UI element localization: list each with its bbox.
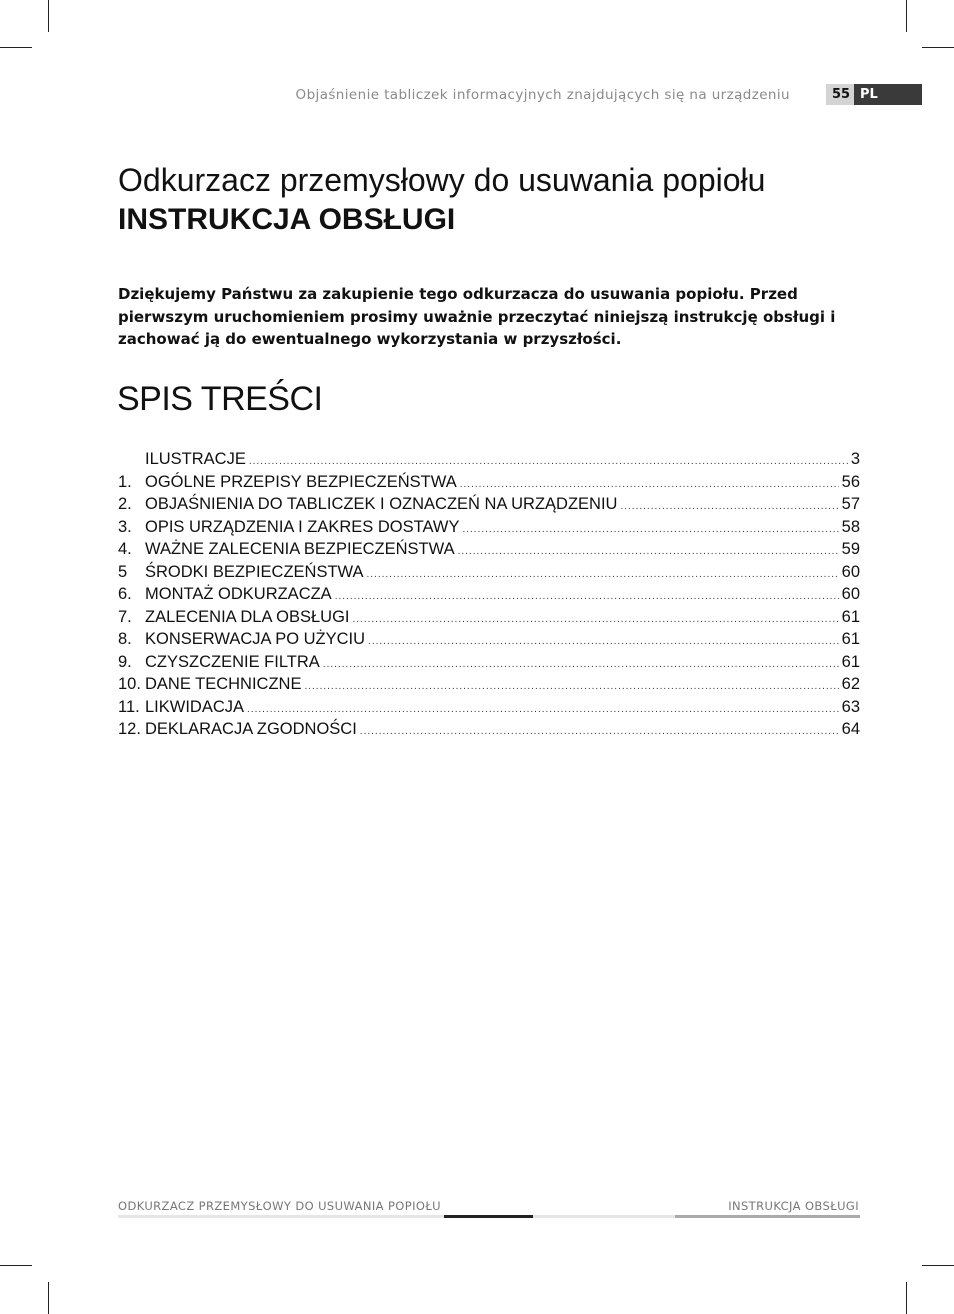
footer-product-name: ODKURZACZ PRZEMYSŁOWY DO USUWANIA POPIOŁU [118, 1199, 442, 1213]
toc-entry-page: 60 [841, 562, 860, 581]
toc-entry-number: 4. [118, 540, 132, 558]
table-of-contents [118, 450, 860, 743]
toc-entry [118, 585, 860, 608]
toc-entry-page: 3 [850, 450, 860, 468]
toc-entry-number: 2. [118, 495, 132, 513]
toc-leader-dots [368, 636, 839, 647]
toc-entry-number: 3. [118, 517, 132, 536]
toc-entry-title: DANE TECHNICZNE [145, 675, 302, 693]
toc-leader-dots [360, 726, 839, 737]
toc-entry-title: OGÓLNE PRZEPISY BEZPIECZEŃSTWA [145, 472, 457, 491]
footer-bar-dark [444, 1215, 533, 1218]
toc-entry-page: 56 [841, 472, 860, 491]
toc-entry [118, 720, 860, 743]
toc-leader-dots [247, 704, 839, 715]
crop-mark [922, 1265, 954, 1266]
crop-mark [906, 1282, 907, 1314]
crop-mark [48, 0, 49, 32]
toc-entry-number: 9. [118, 652, 132, 671]
toc-entry-page: 59 [841, 540, 860, 558]
toc-entry-page: 57 [841, 495, 860, 513]
toc-heading: SPIS TREŚCI [117, 380, 323, 418]
toc-entry [118, 653, 860, 676]
toc-entry-page: 63 [841, 697, 860, 716]
toc-leader-dots [462, 524, 838, 535]
toc-entry-page: 58 [841, 517, 860, 536]
toc-leader-dots [460, 479, 839, 490]
toc-entry [118, 495, 860, 518]
toc-entry-title: ŚRODKI BEZPIECZEŃSTWA [145, 562, 364, 581]
toc-entry-title: OPIS URZĄDZENIA I ZAKRES DOSTAWY [145, 517, 460, 536]
toc-entry-page: 61 [841, 652, 860, 671]
toc-entry-number: 10. [118, 675, 141, 693]
toc-entry [118, 450, 860, 473]
toc-entry-title: CZYSZCZENIE FILTRA [145, 652, 320, 671]
language-label: PL [854, 84, 922, 105]
toc-entry-title: ILUSTRACJE [145, 450, 246, 468]
toc-entry [118, 698, 860, 721]
footer-bar-light [533, 1215, 675, 1218]
toc-entry-title: KONSERWACJA PO UŻYCIU [145, 630, 366, 648]
toc-entry-number: 6. [118, 585, 132, 603]
crop-mark [48, 1282, 49, 1314]
page-badge [826, 84, 922, 105]
document-subtitle: INSTRUKCJA OBSŁUGI [118, 203, 456, 236]
toc-entry [118, 608, 860, 631]
toc-entry-page: 64 [841, 720, 860, 738]
toc-entry-page: 60 [841, 585, 860, 603]
document-title: Odkurzacz przemysłowy do usuwania popiołu [118, 162, 766, 198]
page-number: 55 [826, 84, 854, 105]
toc-entry-number: 1. [118, 472, 132, 491]
toc-entry [118, 675, 860, 698]
toc-leader-dots [249, 456, 848, 467]
toc-entry [118, 473, 860, 496]
crop-mark [906, 0, 907, 32]
toc-entry-title: WAŻNE ZALECENIA BEZPIECZEŃSTWA [145, 540, 455, 558]
toc-entry-title: MONTAŻ ODKURZACZA [145, 585, 332, 603]
crop-mark [922, 47, 954, 48]
toc-entry-number: 11. [118, 697, 140, 716]
toc-entry-page: 61 [841, 607, 860, 626]
toc-entry-title: ZALECENIA DLA OBSŁUGI [145, 607, 350, 626]
toc-entry-number: 5 [118, 562, 128, 581]
toc-leader-dots [353, 614, 839, 625]
toc-entry-page: 62 [841, 675, 860, 693]
toc-entry-title: LIKWIDACJA [145, 697, 245, 716]
toc-entry-page: 61 [841, 630, 860, 648]
toc-entry [118, 630, 860, 653]
intro-paragraph: Dziękujemy Państwu za zakupienie tego odkurzacza do usuwania popiołu. Przed pierwszym uruchomieniem prosimy uważnie przeczytać niniejszą instrukcję obsługi i zachować ją do ewentualnego wykorzystania w przyszłości. [118, 285, 836, 348]
toc-leader-dots [335, 591, 839, 602]
running-header: Objaśnienie tabliczek informacyjnych znajdujących się na urządzeniu [295, 87, 790, 103]
crop-mark [0, 1265, 32, 1266]
footer-bar-right [675, 1215, 860, 1218]
toc-entry-title: OBJAŚNIENIA DO TABLICZEK I OZNACZEŃ NA URZĄDZENIU [145, 495, 618, 513]
toc-entry [118, 540, 860, 563]
toc-entry-number: 12. [118, 720, 141, 738]
toc-leader-dots [323, 659, 839, 670]
crop-mark [0, 47, 32, 48]
toc-entry [118, 563, 860, 586]
footer-document-type: INSTRUKCJA OBSŁUGI [728, 1199, 859, 1213]
toc-entry-number: 7. [118, 607, 132, 626]
toc-leader-dots [304, 681, 838, 692]
toc-leader-dots [367, 569, 839, 580]
toc-entry [118, 518, 860, 541]
toc-entry-title: DEKLARACJA ZGODNOŚCI [145, 720, 357, 738]
toc-leader-dots [620, 501, 838, 512]
toc-leader-dots [458, 546, 839, 557]
footer-bar-left [118, 1215, 444, 1218]
toc-entry-number: 8. [118, 630, 132, 648]
